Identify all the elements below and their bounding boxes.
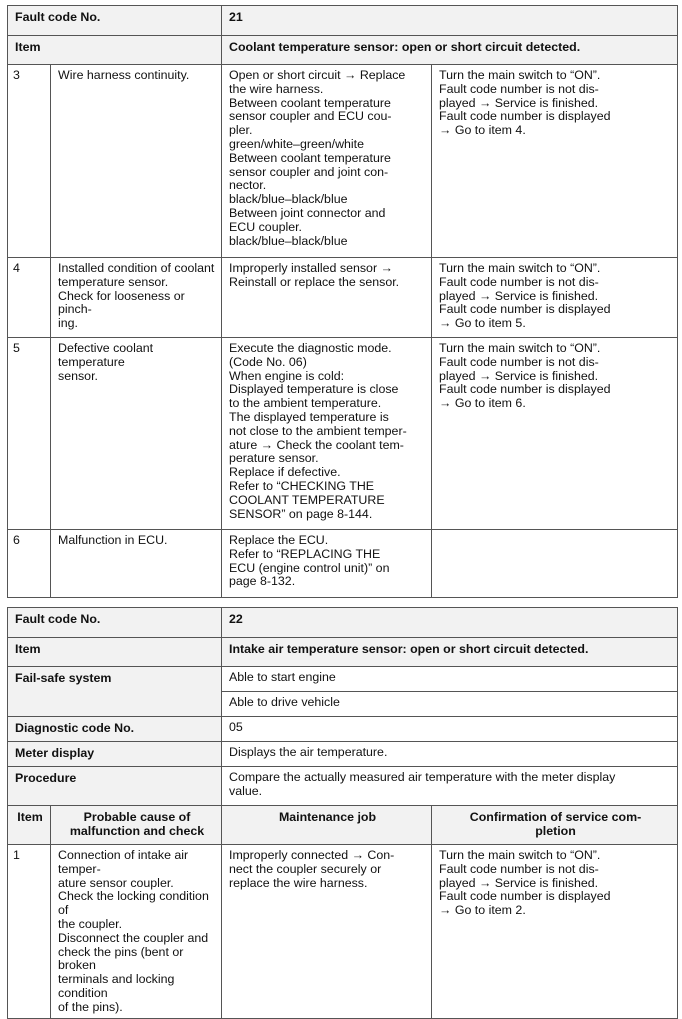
failsafe-value: Able to start engine: [222, 667, 678, 692]
row-confirm: Turn the main switch to “ON”. Fault code number is not dis- played → Service is finished. Fault code number is displayed → Go to item 4.: [432, 65, 678, 258]
fault-code-value: 22: [222, 608, 678, 638]
row-job: Open or short circuit → Replace the wire harness. Between coolant temperature sensor coupler and ECU cou- pler. green/white–green/white Between coolant temperature sensor coupler and joint con- nector. black/blue–black/blue Between joint connector and ECU coupler. black/blue–black/blue: [222, 65, 432, 258]
fault-21-table: [7, 5, 678, 598]
meter-display-value: Displays the air temperature.: [222, 742, 678, 767]
diagnostic-code-value: 05: [222, 717, 678, 742]
row-item-no: 3: [8, 65, 51, 258]
fault-code-label: Fault code No.: [8, 608, 222, 638]
row-cause: Wire harness continuity.: [51, 65, 222, 258]
item-value: Intake air temperature sensor: open or short circuit detected.: [222, 638, 678, 667]
failsafe-value: Able to drive vehicle: [222, 692, 678, 717]
procedure-label: Procedure: [8, 767, 222, 806]
row-job: Replace the ECU. Refer to “REPLACING THE ECU (engine control unit)” on page 8-132.: [222, 530, 432, 598]
row-item-no: 1: [8, 845, 51, 1019]
fault-code-value: 21: [222, 6, 678, 36]
fault-22-table: [7, 607, 678, 1019]
table-row: [8, 845, 678, 1019]
item-label: Item: [8, 36, 222, 65]
row-item-no: 5: [8, 338, 51, 530]
row-cause: Malfunction in ECU.: [51, 530, 222, 598]
row-cause: Defective coolant temperature sensor.: [51, 338, 222, 530]
diagnostic-code-label: Diagnostic code No.: [8, 717, 222, 742]
failsafe-label: Fail-safe system: [8, 667, 222, 717]
item-value: Coolant temperature sensor: open or short circuit detected.: [222, 36, 678, 65]
item-label: Item: [8, 638, 222, 667]
row-item-no: 6: [8, 530, 51, 598]
row-confirm: Turn the main switch to “ON”. Fault code number is not dis- played → Service is finished. Fault code number is displayed → Go to item 5.: [432, 258, 678, 338]
table-row: [8, 258, 678, 338]
row-item-no: 4: [8, 258, 51, 338]
column-header-cause: Probable cause of malfunction and check: [51, 806, 222, 845]
row-cause: Connection of intake air temper- ature sensor coupler. Check the locking condition of the coupler. Disconnect the coupler and check the pins (bent or broken terminals and locking condition of the pins).: [51, 845, 222, 1019]
row-job: Improperly connected → Con- nect the coupler securely or replace the wire harness.: [222, 845, 432, 1019]
row-cause: Installed condition of coolant temperature sensor. Check for looseness or pinch- ing.: [51, 258, 222, 338]
table-row: [8, 338, 678, 530]
table-row: [8, 65, 678, 258]
column-header-confirm: Confirmation of service com- pletion: [432, 806, 678, 845]
fault-code-label: Fault code No.: [8, 6, 222, 36]
row-job: Execute the diagnostic mode. (Code No. 06) When engine is cold: Displayed temperature is close to the ambient temperature. The displayed temperature is not close to the ambient temper- ature → Check the coolant tem- perature sensor. Replace if defective. Refer to “CHECKING THE COOLANT TEMPERATURE SENSOR” on page 8-144.: [222, 338, 432, 530]
column-header-job: Maintenance job: [222, 806, 432, 845]
row-confirm: Turn the main switch to “ON”. Fault code number is not dis- played → Service is finished. Fault code number is displayed → Go to item 6.: [432, 338, 678, 530]
column-header-item: Item: [8, 806, 51, 845]
row-job: Improperly installed sensor → Reinstall or replace the sensor.: [222, 258, 432, 338]
table-row: [8, 530, 678, 598]
row-confirm: Turn the main switch to “ON”. Fault code number is not dis- played → Service is finished. Fault code number is displayed → Go to item 2.: [432, 845, 678, 1019]
procedure-value: Compare the actually measured air temperature with the meter display value.: [222, 767, 678, 806]
meter-display-label: Meter display: [8, 742, 222, 767]
row-confirm: [432, 530, 678, 598]
